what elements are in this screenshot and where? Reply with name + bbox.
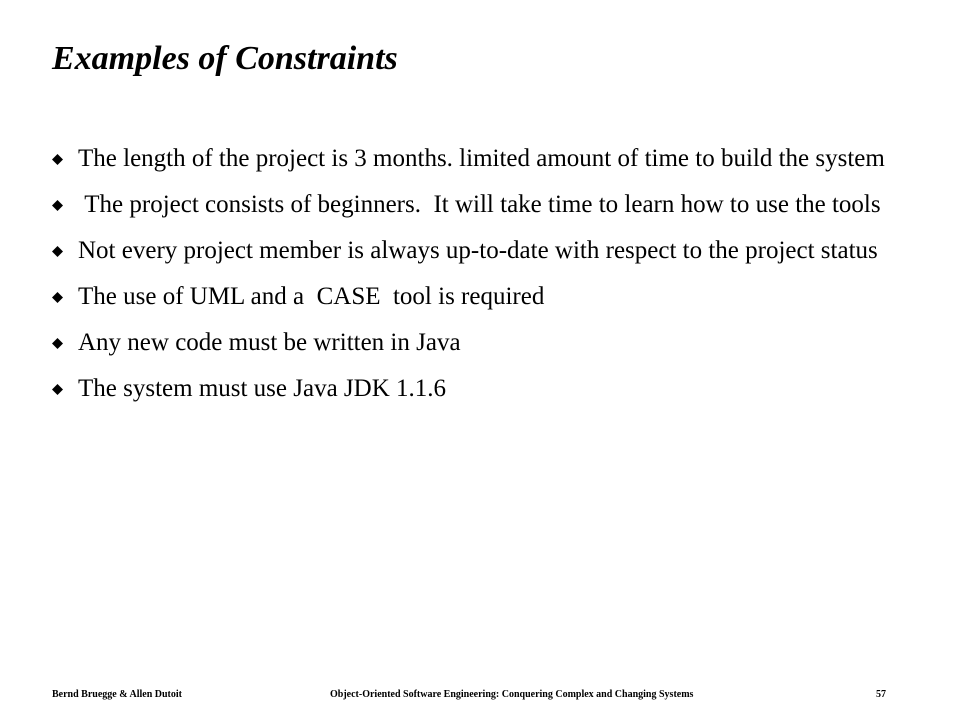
bullet-item [48,327,908,358]
bullet-item [48,189,908,220]
footer-authors: Bernd Bruegge & Allen Dutoit [52,689,182,700]
diamond-bullet-icon [52,200,63,211]
diamond-bullet-icon [52,384,63,395]
bullet-text: The use of UML and a CASE tool is required [78,283,545,310]
bullet-text: The length of the project is 3 months. limited amount of time to build the system [78,145,885,172]
diamond-bullet-icon [52,292,63,303]
bullet-text: Any new code must be written in Java [78,329,461,356]
bullet-item [48,143,908,174]
diamond-bullet-icon [52,246,63,257]
bullet-text: Not every project member is always up-to-date with respect to the project status [78,237,878,264]
bullet-text: The system must use Java JDK 1.1.6 [78,375,447,402]
diamond-bullet-icon [52,338,63,349]
bullet-item [48,281,908,312]
diamond-bullet-icon [52,154,63,165]
bullet-list [48,143,908,419]
bullet-item [48,373,908,404]
slide-title: Examples of Constraints [52,40,398,77]
bullet-item [48,235,908,266]
footer-book-title: Object-Oriented Software Engineering: Conquering Complex and Changing Systems [330,689,694,700]
footer-page-number: 57 [876,689,886,700]
bullet-text: The project consists of beginners. It will take time to learn how to use the tools [78,191,881,218]
